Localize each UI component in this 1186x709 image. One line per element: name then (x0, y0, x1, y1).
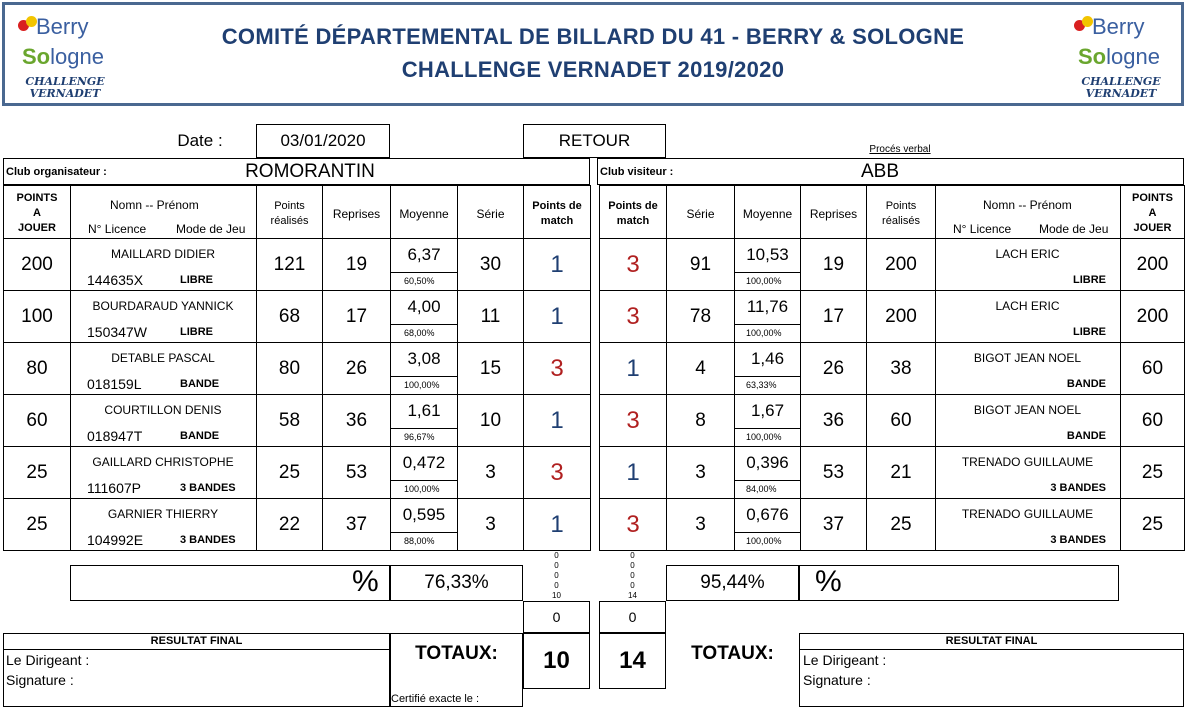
away-dirigeant-label: Le Dirigeant : (803, 652, 887, 668)
away-moyenne: 10,53 (734, 238, 801, 273)
home-moyenne: 1,61 (390, 394, 458, 429)
home-player-name: GAILLARD CHRISTOPHE (92, 455, 234, 469)
away-points-match: 3 (599, 394, 667, 447)
away-points-realises: 25 (866, 498, 936, 551)
away-player-mode: 3 BANDES (1050, 482, 1106, 494)
away-zero: 0 (599, 601, 666, 633)
away-serie: 3 (666, 498, 735, 551)
away-points-a-jouer: 25 (1120, 446, 1185, 499)
home-points-match: 1 (523, 238, 591, 291)
away-player-mode: 3 BANDES (1050, 534, 1106, 546)
away-points-a-jouer: 200 (1120, 290, 1185, 343)
home-points-a-jouer: 60 (3, 394, 71, 447)
home-serie: 11 (457, 290, 524, 343)
club-visiteur-value: ABB (860, 161, 900, 182)
away-mini-values: 0 0 0 0 14 (628, 551, 637, 600)
home-player-name: BOURDARAUD YANNICK (92, 299, 234, 313)
home-points-realises: 121 (256, 238, 323, 291)
away-points-match: 1 (599, 342, 667, 395)
home-reprises: 19 (322, 238, 391, 291)
logo-word-sologne: Sologne (1078, 44, 1160, 69)
home-player-licence: 104992E (87, 532, 144, 548)
home-pct-label-box (70, 565, 390, 601)
home-header-licence: N° Licence (88, 222, 147, 236)
home-points-match: 1 (523, 394, 591, 447)
home-moyenne-pct: 68,00% (404, 328, 435, 338)
home-player-mode: LIBRE (180, 326, 213, 338)
home-moyenne: 3,08 (390, 342, 458, 377)
home-serie: 10 (457, 394, 524, 447)
logo-caption: CHALLENGE VERNADET (25, 75, 105, 100)
away-points-realises: 38 (866, 342, 936, 395)
away-reprises: 37 (800, 498, 867, 551)
away-player-name: TRENADO GUILLAUME (961, 507, 1094, 521)
away-header-points-realises: Points réalisés (866, 185, 936, 242)
home-points-a-jouer: 80 (3, 342, 71, 395)
away-moyenne: 0,396 (734, 446, 801, 481)
club-organisateur-label: Club organisateur : (6, 166, 107, 178)
home-header-reprises: Reprises (322, 185, 391, 242)
proces-verbal-link: Procés verbal (869, 144, 931, 155)
away-points-realises: 200 (866, 290, 936, 343)
date-value: 03/01/2020 (256, 124, 390, 158)
home-serie: 30 (457, 238, 524, 291)
away-signature-label: Signature : (803, 672, 871, 688)
home-points-realises: 58 (256, 394, 323, 447)
away-player-name: LACH ERIC (995, 299, 1060, 313)
home-reprises: 36 (322, 394, 391, 447)
berry-sologne-logo-left (6, 8, 124, 104)
home-player-licence: 144635X (87, 272, 144, 288)
away-moyenne-pct: 63,33% (746, 380, 777, 390)
home-player-licence: 111607P (87, 480, 141, 496)
away-moyenne-pct: 100,00% (746, 432, 782, 442)
home-header-points-realises: Points réalisés (256, 185, 323, 242)
leg-value: RETOUR (523, 124, 666, 158)
away-serie: 4 (666, 342, 735, 395)
home-reprises: 53 (322, 446, 391, 499)
away-serie: 78 (666, 290, 735, 343)
away-reprises: 19 (800, 238, 867, 291)
away-moyenne: 1,67 (734, 394, 801, 429)
home-moyenne: 0,472 (390, 446, 458, 481)
away-moyenne-pct: 100,00% (746, 276, 782, 286)
away-serie: 3 (666, 446, 735, 499)
home-total: 10 (523, 633, 590, 689)
home-player-mode: LIBRE (180, 274, 213, 286)
home-points-a-jouer: 100 (3, 290, 71, 343)
away-player-name: TRENADO GUILLAUME (961, 455, 1094, 469)
home-pct-symbol: % (352, 565, 379, 598)
away-player-name: BIGOT JEAN NOEL (973, 403, 1082, 417)
away-points-realises: 200 (866, 238, 936, 291)
away-serie: 91 (666, 238, 735, 291)
away-header-nom-prenom: Nomn -- Prénom (983, 198, 1072, 212)
date-label: Date : (177, 131, 223, 150)
home-player-name: COURTILLON DENIS (104, 403, 222, 417)
away-player-mode: BANDE (1066, 378, 1106, 390)
logo-word-berry: Berry (36, 14, 89, 39)
home-player-mode: 3 BANDES (180, 534, 236, 546)
home-player-licence: 018947T (87, 428, 143, 444)
home-points-a-jouer: 25 (3, 446, 71, 499)
home-serie: 3 (457, 446, 524, 499)
away-points-a-jouer: 25 (1120, 498, 1185, 551)
away-serie: 8 (666, 394, 735, 447)
home-player-name: GARNIER THIERRY (107, 507, 219, 521)
away-header-points-a-jouer: POINTS A JOUER (1120, 185, 1185, 242)
home-resultat-final: RESULTAT FINAL (3, 633, 390, 650)
home-moyenne-pct: 88,00% (404, 536, 435, 546)
logo-word-berry: Berry (1092, 14, 1145, 39)
home-header-nom-prenom: Nomn -- Prénom (110, 198, 199, 212)
away-header-mode: Mode de Jeu (1039, 222, 1109, 236)
away-moyenne-pct: 84,00% (746, 484, 777, 494)
away-header-moyenne: Moyenne (734, 185, 801, 242)
home-points-match: 1 (523, 498, 591, 551)
home-points-realises: 80 (256, 342, 323, 395)
header-banner (2, 2, 1184, 106)
away-moyenne-pct: 100,00% (746, 328, 782, 338)
away-resultat-final: RESULTAT FINAL (799, 633, 1184, 650)
home-points-realises: 22 (256, 498, 323, 551)
home-zero: 0 (523, 601, 590, 633)
totaux-home-label: TOTAUX: (415, 643, 498, 664)
away-moyenne-pct: 100,00% (746, 536, 782, 546)
home-reprises: 17 (322, 290, 391, 343)
home-header-serie: Série (457, 185, 524, 242)
home-serie: 3 (457, 498, 524, 551)
home-points-realises: 25 (256, 446, 323, 499)
home-moyenne: 4,00 (390, 290, 458, 325)
home-player-name: MAILLARD DIDIER (110, 247, 216, 261)
home-moyenne: 0,595 (390, 498, 458, 533)
home-player-mode: 3 BANDES (180, 482, 236, 494)
away-pct-symbol: % (815, 565, 842, 598)
home-points-match: 3 (523, 446, 591, 499)
away-player-mode: BANDE (1066, 430, 1106, 442)
home-reprises: 26 (322, 342, 391, 395)
away-points-match: 3 (599, 238, 667, 291)
away-moyenne: 11,76 (734, 290, 801, 325)
away-reprises: 26 (800, 342, 867, 395)
home-header-points-match: Points de match (523, 185, 591, 242)
home-player-mode: BANDE (180, 378, 220, 390)
away-moyenne: 0,676 (734, 498, 801, 533)
away-points-realises: 21 (866, 446, 936, 499)
home-header-mode: Mode de Jeu (176, 222, 246, 236)
home-moyenne-pct: 100,00% (404, 380, 440, 390)
away-player-name: BIGOT JEAN NOEL (973, 351, 1082, 365)
home-points-match: 1 (523, 290, 591, 343)
home-pct-value: 76,33% (390, 565, 523, 601)
away-header-points-match: Points de match (599, 185, 667, 242)
away-points-realises: 60 (866, 394, 936, 447)
home-points-a-jouer: 200 (3, 238, 71, 291)
away-total: 14 (599, 633, 666, 689)
home-mini-values: 0 0 0 0 10 (552, 551, 561, 600)
logo-word-sologne: Sologne (22, 44, 104, 69)
away-reprises: 53 (800, 446, 867, 499)
home-player-licence: 150347W (87, 324, 147, 340)
home-points-match: 3 (523, 342, 591, 395)
away-points-match: 3 (599, 498, 667, 551)
home-player-name: DETABLE PASCAL (111, 351, 215, 365)
away-points-a-jouer: 60 (1120, 394, 1185, 447)
page-title: COMITÉ DÉPARTEMENTAL DE BILLARD DU 41 - BERRY & SOLOGNE (221, 24, 965, 49)
home-serie: 15 (457, 342, 524, 395)
home-points-realises: 68 (256, 290, 323, 343)
away-points-a-jouer: 200 (1120, 238, 1185, 291)
away-reprises: 36 (800, 394, 867, 447)
logo-caption: CHALLENGE VERNADET (1081, 75, 1161, 100)
home-moyenne-pct: 96,67% (404, 432, 435, 442)
away-points-match: 3 (599, 290, 667, 343)
away-player-name: LACH ERIC (995, 247, 1060, 261)
away-header-serie: Série (666, 185, 735, 242)
away-pct-value: 95,44% (666, 565, 799, 601)
totaux-away-label: TOTAUX: (691, 643, 774, 664)
away-pct-label-box (799, 565, 1119, 601)
page-subtitle: CHALLENGE VERNADET 2019/2020 (401, 57, 785, 82)
away-points-match: 1 (599, 446, 667, 499)
club-visiteur-label: Club visiteur : (600, 166, 674, 178)
home-moyenne-pct: 60,50% (404, 276, 435, 286)
club-organisateur-value: ROMORANTIN (245, 161, 375, 182)
home-signature-label: Signature : (6, 672, 74, 688)
home-points-a-jouer: 25 (3, 498, 71, 551)
home-header-moyenne: Moyenne (390, 185, 458, 242)
away-reprises: 17 (800, 290, 867, 343)
certifie-label: Certifié exacte le : (391, 693, 480, 705)
away-player-mode: LIBRE (1073, 326, 1106, 338)
away-header-reprises: Reprises (800, 185, 867, 242)
home-reprises: 37 (322, 498, 391, 551)
berry-sologne-logo-right (1062, 8, 1180, 104)
away-header-licence: N° Licence (953, 222, 1012, 236)
away-moyenne: 1,46 (734, 342, 801, 377)
home-player-mode: BANDE (180, 430, 220, 442)
home-dirigeant-label: Le Dirigeant : (6, 652, 90, 668)
home-moyenne: 6,37 (390, 238, 458, 273)
away-player-mode: LIBRE (1073, 274, 1106, 286)
home-header-points-a-jouer: POINTS A JOUER (3, 185, 71, 242)
home-moyenne-pct: 100,00% (404, 484, 440, 494)
home-player-licence: 018159L (87, 376, 142, 392)
away-points-a-jouer: 60 (1120, 342, 1185, 395)
